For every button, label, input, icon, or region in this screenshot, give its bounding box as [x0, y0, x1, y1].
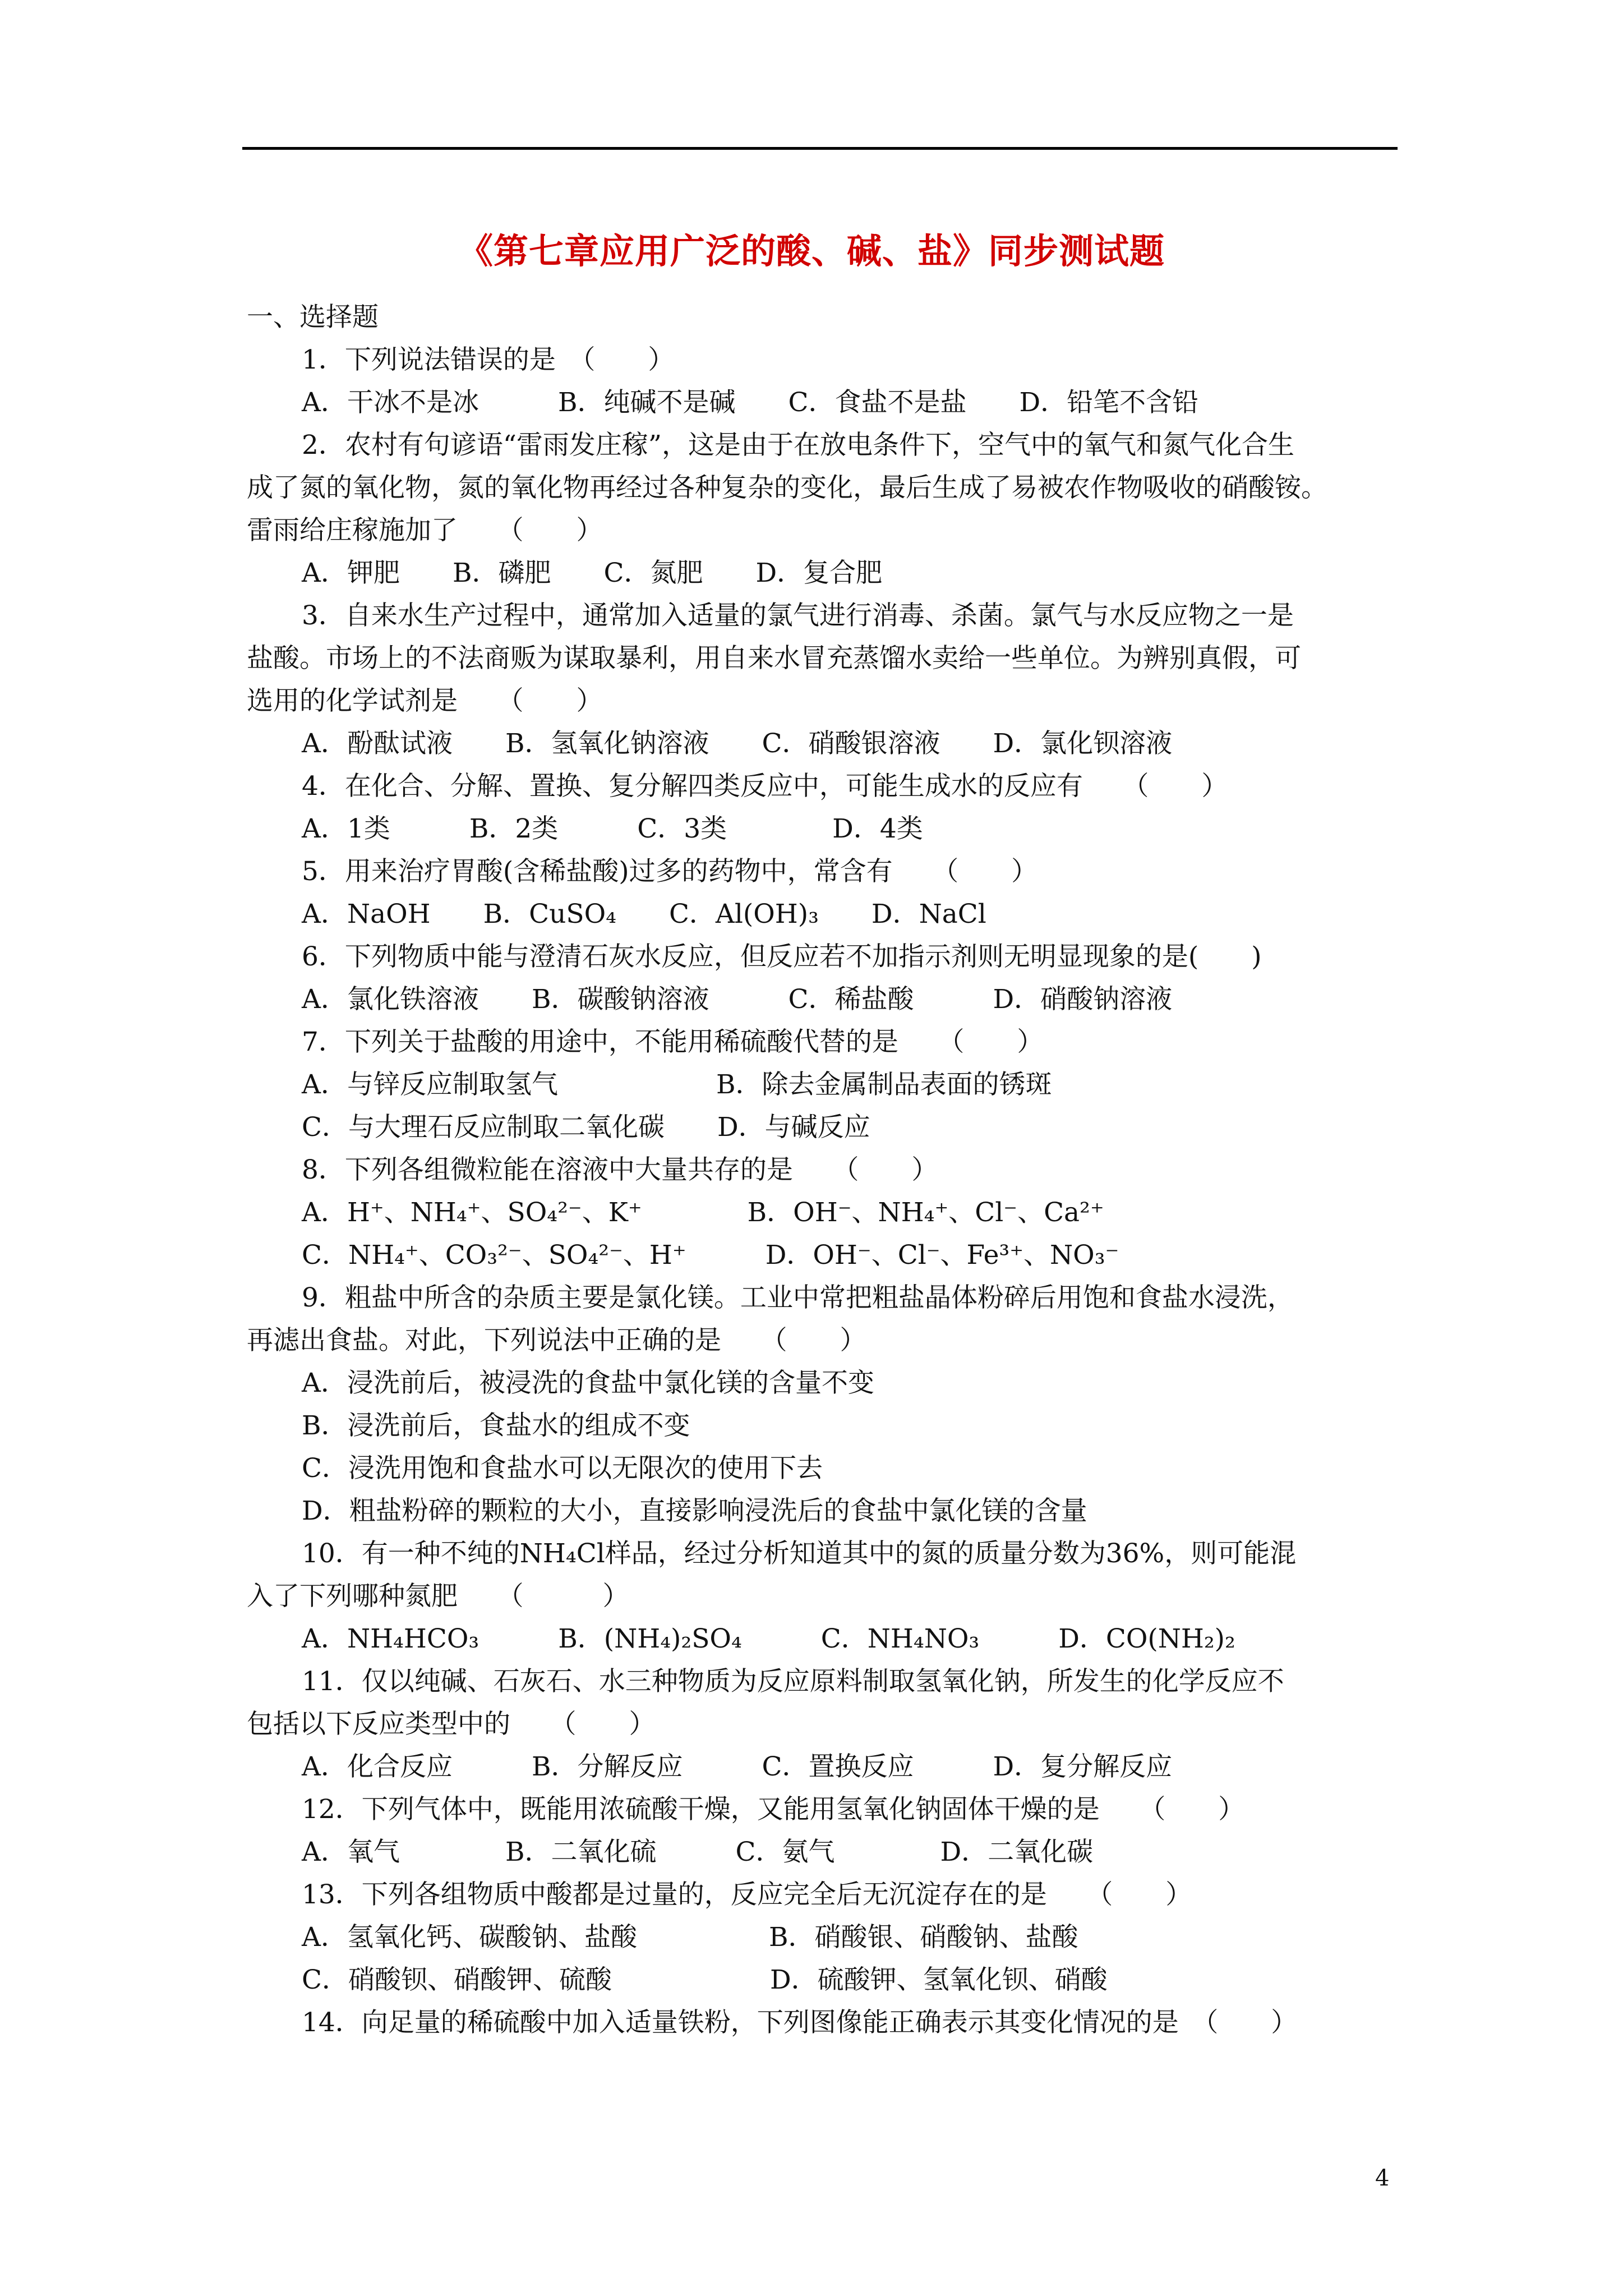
section-heading: 一、选择题 [247, 302, 379, 333]
page-number: 4 [1375, 2165, 1390, 2191]
question-1-options: A．干冰不是冰 B．纯碱不是碱 C．食盐不是盐 D．铅笔不含铅 [302, 387, 1199, 418]
question-3-options: A．酚酞试液 B．氢氧化钠溶液 C．硝酸银溶液 D．氯化钡溶液 [302, 728, 1173, 759]
question-13-options: C．硝酸钡、硝酸钾、硫酸 D．硫酸钾、氢氧化钡、硝酸 [302, 1964, 1108, 1995]
question-14: 14．向足量的稀硫酸中加入适量铁粉，下列图像能正确表示其变化情况的是 （ ） [302, 2007, 1298, 2038]
question-8-options: C．NH₄⁺、CO₃²⁻、SO₄²⁻、H⁺ D．OH⁻、Cl⁻、Fe³⁺、NO₃⁻ [302, 1240, 1119, 1271]
question-7: 7．下列关于盐酸的用途中，不能用稀硫酸代替的是 （ ） [302, 1027, 1044, 1057]
question-5: 5．用来治疗胃酸(含稀盐酸)过多的药物中，常含有 （ ） [302, 856, 1038, 887]
question-10-cont: 入了下列哪种氮肥 （ ） [247, 1581, 629, 1612]
question-8: 8．下列各组微粒能在溶液中大量共存的是 （ ） [302, 1154, 938, 1185]
header-rule [242, 147, 1398, 150]
question-2-options: A．钾肥 B．磷肥 C．氮肥 D．复合肥 [302, 558, 883, 588]
question-4: 4．在化合、分解、置换、复分解四类反应中，可能生成水的反应有 （ ） [302, 771, 1228, 802]
question-10-options: A．NH₄HCO₃ B．(NH₄)₂SO₄ C．NH₄NO₃ D．CO(NH₂)₂ [302, 1623, 1235, 1654]
question-9-option: A．浸洗前后，被浸洗的食盐中氯化镁的含量不变 [302, 1368, 874, 1398]
question-5-options: A．NaOH B．CuSO₄ C．Al(OH)₃ D．NaCl [302, 899, 986, 930]
question-12: 12．下列气体中，既能用浓硫酸干燥，又能用氢氧化钠固体干燥的是 （ ） [302, 1794, 1245, 1825]
question-2-cont: 雷雨给庄稼施加了 （ ） [247, 515, 603, 546]
question-13-options: A．氢氧化钙、碳酸钠、盐酸 B．硝酸银、硝酸钠、盐酸 [302, 1922, 1078, 1953]
question-2-cont: 成了氮的氧化物，氮的氧化物再经过各种复杂的变化，最后生成了易被农作物吸收的硝酸铵。 [247, 472, 1327, 503]
question-9-option: D．粗盐粉碎的颗粒的大小，直接影响浸洗后的食盐中氯化镁的含量 [302, 1496, 1087, 1526]
question-2: 2．农村有句谚语“雷雨发庄稼”，这是由于在放电条件下，空气中的氧气和氮气化合生 [302, 430, 1294, 461]
question-13: 13．下列各组物质中酸都是过量的，反应完全后无沉淀存在的是 （ ） [302, 1879, 1192, 1910]
question-12-options: A．氧气 B．二氧化硫 C．氨气 D．二氧化碳 [302, 1837, 1094, 1867]
document-title: 《第七章应用广泛的酸、碱、盐》同步测试题 [458, 231, 1165, 272]
question-6: 6．下列物质中能与澄清石灰水反应，但反应若不加指示剂则无明显现象的是( ) [302, 941, 1262, 972]
question-10: 10．有一种不纯的NH₄Cl样品，经过分析知道其中的氮的质量分数为36%，则可能混 [302, 1538, 1297, 1569]
question-7-options: C．与大理石反应制取二氧化碳 D．与碱反应 [302, 1112, 870, 1143]
question-11: 11．仅以纯碱、石灰石、水三种物质为反应原料制取氢氧化钠，所发生的化学反应不 [302, 1666, 1284, 1697]
question-3-cont: 盐酸。市场上的不法商贩为谋取暴利，用自来水冒充蒸馏水卖给一些单位。为辨别真假，可 [247, 643, 1301, 674]
question-9-cont: 再滤出食盐。对此，下列说法中正确的是 （ ） [247, 1325, 866, 1356]
question-8-options: A．H⁺、NH₄⁺、SO₄²⁻、K⁺ B．OH⁻、NH₄⁺、Cl⁻、Ca²⁺ [302, 1197, 1104, 1228]
question-9-option: C．浸洗用饱和食盐水可以无限次的使用下去 [302, 1453, 823, 1484]
question-1: 1．下列说法错误的是 （ ） [302, 344, 675, 375]
question-7-options: A．与锌反应制取氢气 B．除去金属制品表面的锈斑 [302, 1069, 1052, 1100]
question-6-options: A．氯化铁溶液 B．碳酸钠溶液 C．稀盐酸 D．硝酸钠溶液 [302, 984, 1173, 1015]
question-11-options: A．化合反应 B．分解反应 C．置换反应 D．复分解反应 [302, 1751, 1173, 1782]
question-9-option: B．浸洗前后，食盐水的组成不变 [302, 1410, 690, 1441]
question-3-cont: 选用的化学试剂是 （ ） [247, 685, 603, 716]
question-9: 9．粗盐中所含的杂质主要是氯化镁。工业中常把粗盐晶体粉碎后用饱和食盐水浸洗， [302, 1282, 1294, 1313]
question-4-options: A．1类 B．2类 C．3类 D．4类 [302, 813, 923, 844]
question-3: 3．自来水生产过程中，通常加入适量的氯气进行消毒、杀菌。氯气与水反应物之一是 [302, 600, 1294, 631]
question-11-cont: 包括以下反应类型中的 （ ） [247, 1709, 656, 1740]
